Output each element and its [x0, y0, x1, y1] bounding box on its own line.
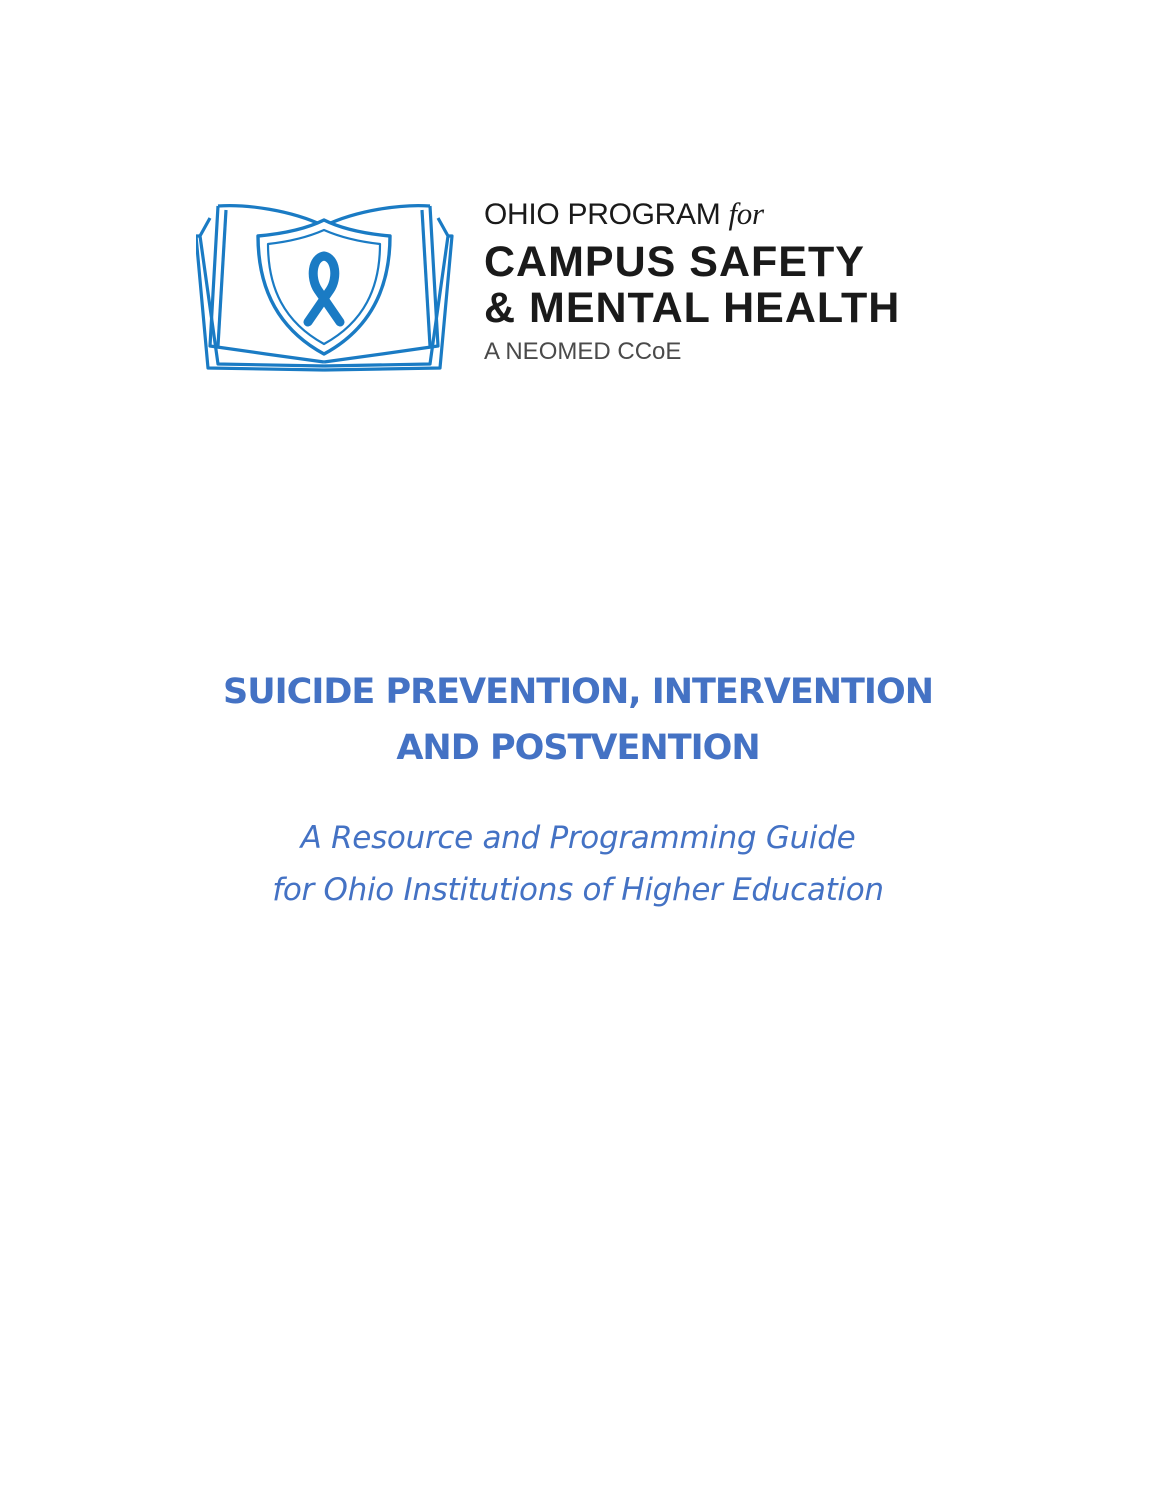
- document-title: [0, 664, 1156, 776]
- document-subtitle-line-1: A Resource and Programming Guide: [300, 820, 856, 856]
- program-wordmark: [484, 196, 1004, 367]
- book-shield-ribbon-icon: [196, 196, 456, 372]
- document-title-line-1: SUICIDE PREVENTION, INTERVENTION: [222, 672, 933, 712]
- wordmark-ohio-program-text: OHIO PROGRAM: [484, 198, 721, 231]
- document-title-line-2: AND POSTVENTION: [396, 728, 760, 768]
- document-subtitle-line-2: for Ohio Institutions of Higher Education: [272, 872, 884, 908]
- document-subtitle: [0, 812, 1156, 916]
- wordmark-line-ohio-program: [484, 196, 1004, 233]
- wordmark-for-text: for: [728, 196, 764, 231]
- wordmark-campus-safety: CAMPUS SAFETY: [484, 238, 865, 286]
- wordmark-neomed-ccoe: A NEOMED CCoE: [484, 338, 682, 365]
- wordmark-mental-health: & MENTAL HEALTH: [484, 284, 901, 332]
